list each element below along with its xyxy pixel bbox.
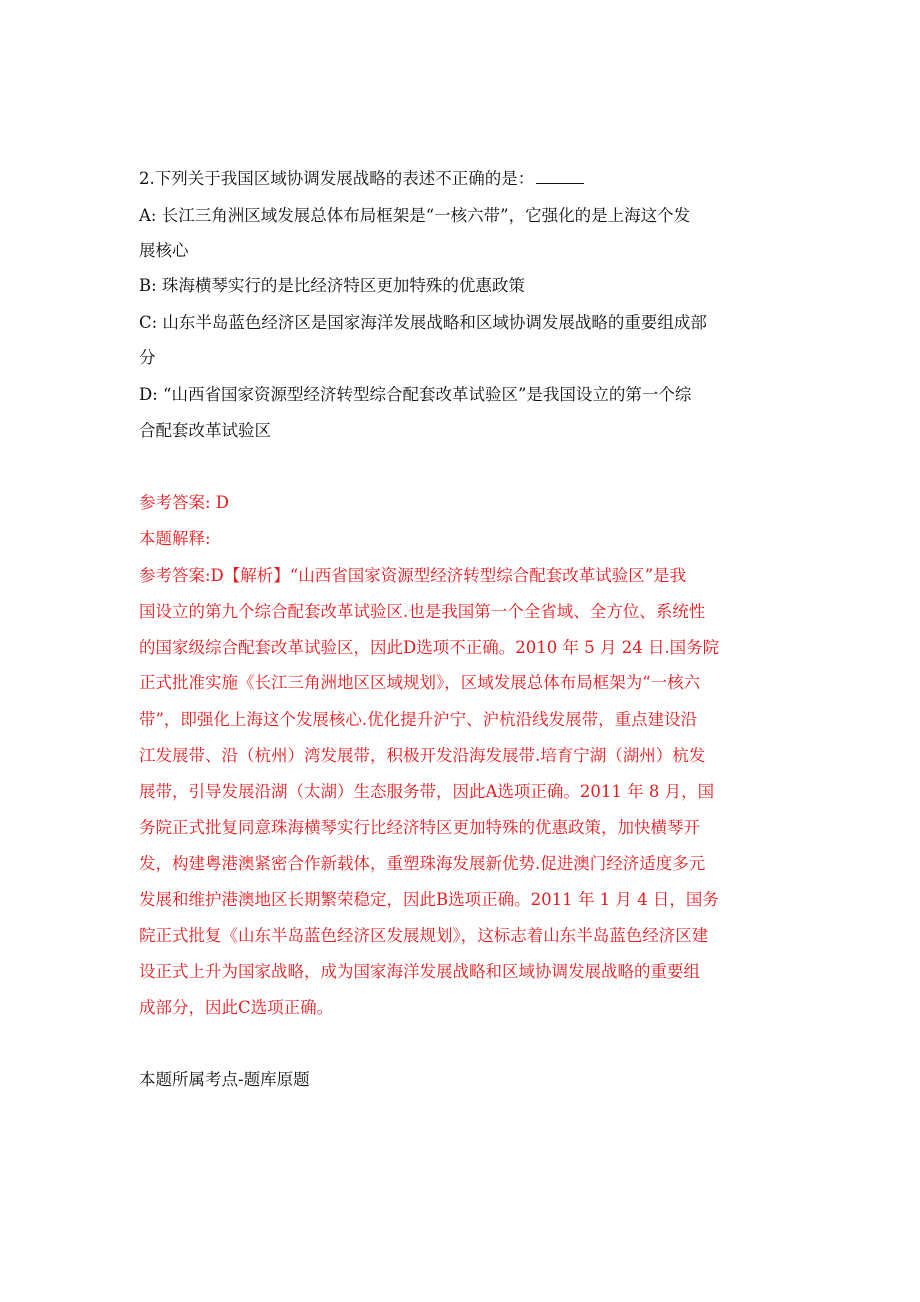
explanation-line: 带”，即强化上海这个发展核心.优化提升沪宁、沪杭沿线发展带，重点建设沿: [139, 710, 698, 729]
explanation-line: 展带，引导发展沿湖（太湖）生态服务带，因此A选项正确。2011 年 8 月，国: [139, 782, 715, 801]
option-b-line-1: B: 珠海横琴实行的是比经济特区更加特殊的优惠政策: [139, 276, 525, 295]
option-a-line-1: A: 长江三角洲区域发展总体布局框架是“一核六带”，它强化的是上海这个发: [139, 206, 691, 225]
explanation-line: 正式批准实施《长江三角洲地区区域规划》，区域发展总体布局框架为“一核六: [139, 673, 701, 692]
topic-footer: 本题所属考点-题库原题: [139, 1070, 310, 1089]
explanation-line: 设正式上升为国家战略，成为国家海洋发展战略和区域协调发展战略的重要组: [139, 962, 700, 981]
question-stem-line: [139, 168, 584, 190]
answer-blank: [536, 169, 584, 184]
explanation-heading: 本题解释:: [139, 529, 211, 548]
explanation-line: 院正式批复《山东半岛蓝色经济区发展规划》，这标志着山东半岛蓝色经济区建: [139, 926, 709, 945]
option-c-line-1: C: 山东半岛蓝色经济区是国家海洋发展战略和区域协调发展战略的重要组成部: [139, 313, 707, 332]
option-a-line-2: 展核心: [139, 241, 189, 260]
option-c-line-2: 分: [139, 348, 156, 367]
question-stem: 2.下列关于我国区域协调发展战略的表述不正确的是：: [139, 169, 535, 188]
reference-answer: 参考答案: D: [139, 493, 230, 512]
explanation-line: 务院正式批复同意珠海横琴实行比经济特区更加特殊的优惠政策，加快横琴开: [139, 818, 700, 837]
explanation-line: 参考答案:D【解析】“山西省国家资源型经济转型综合配套改革试验区”是我: [139, 566, 687, 585]
explanation-line: 国设立的第九个综合配套改革试验区.也是我国第一个全省域、全方位、系统性: [139, 602, 706, 621]
option-d-line-1: D: “山西省国家资源型经济转型综合配套改革试验区”是我国设立的第一个综: [139, 385, 692, 404]
explanation-line: 发展和维护港澳地区长期繁荣稳定，因此B选项正确。2011 年 1 月 4 日，国务: [139, 890, 719, 909]
explanation-line: 江发展带、沿（杭州）湾发展带，积极开发沿海发展带.培育宁湖（湖州）杭发: [139, 746, 706, 765]
explanation-line: 发，构建粤港澳紧密合作新载体，重塑珠海发展新优势.促进澳门经济适度多元: [139, 854, 706, 873]
option-d-line-2: 合配套改革试验区: [139, 421, 271, 440]
explanation-line: 成部分，因此C选项正确。: [139, 998, 334, 1017]
explanation-line: 的国家级综合配套改革试验区，因此D选项不正确。2010 年 5 月 24 日.国务院: [139, 638, 720, 657]
